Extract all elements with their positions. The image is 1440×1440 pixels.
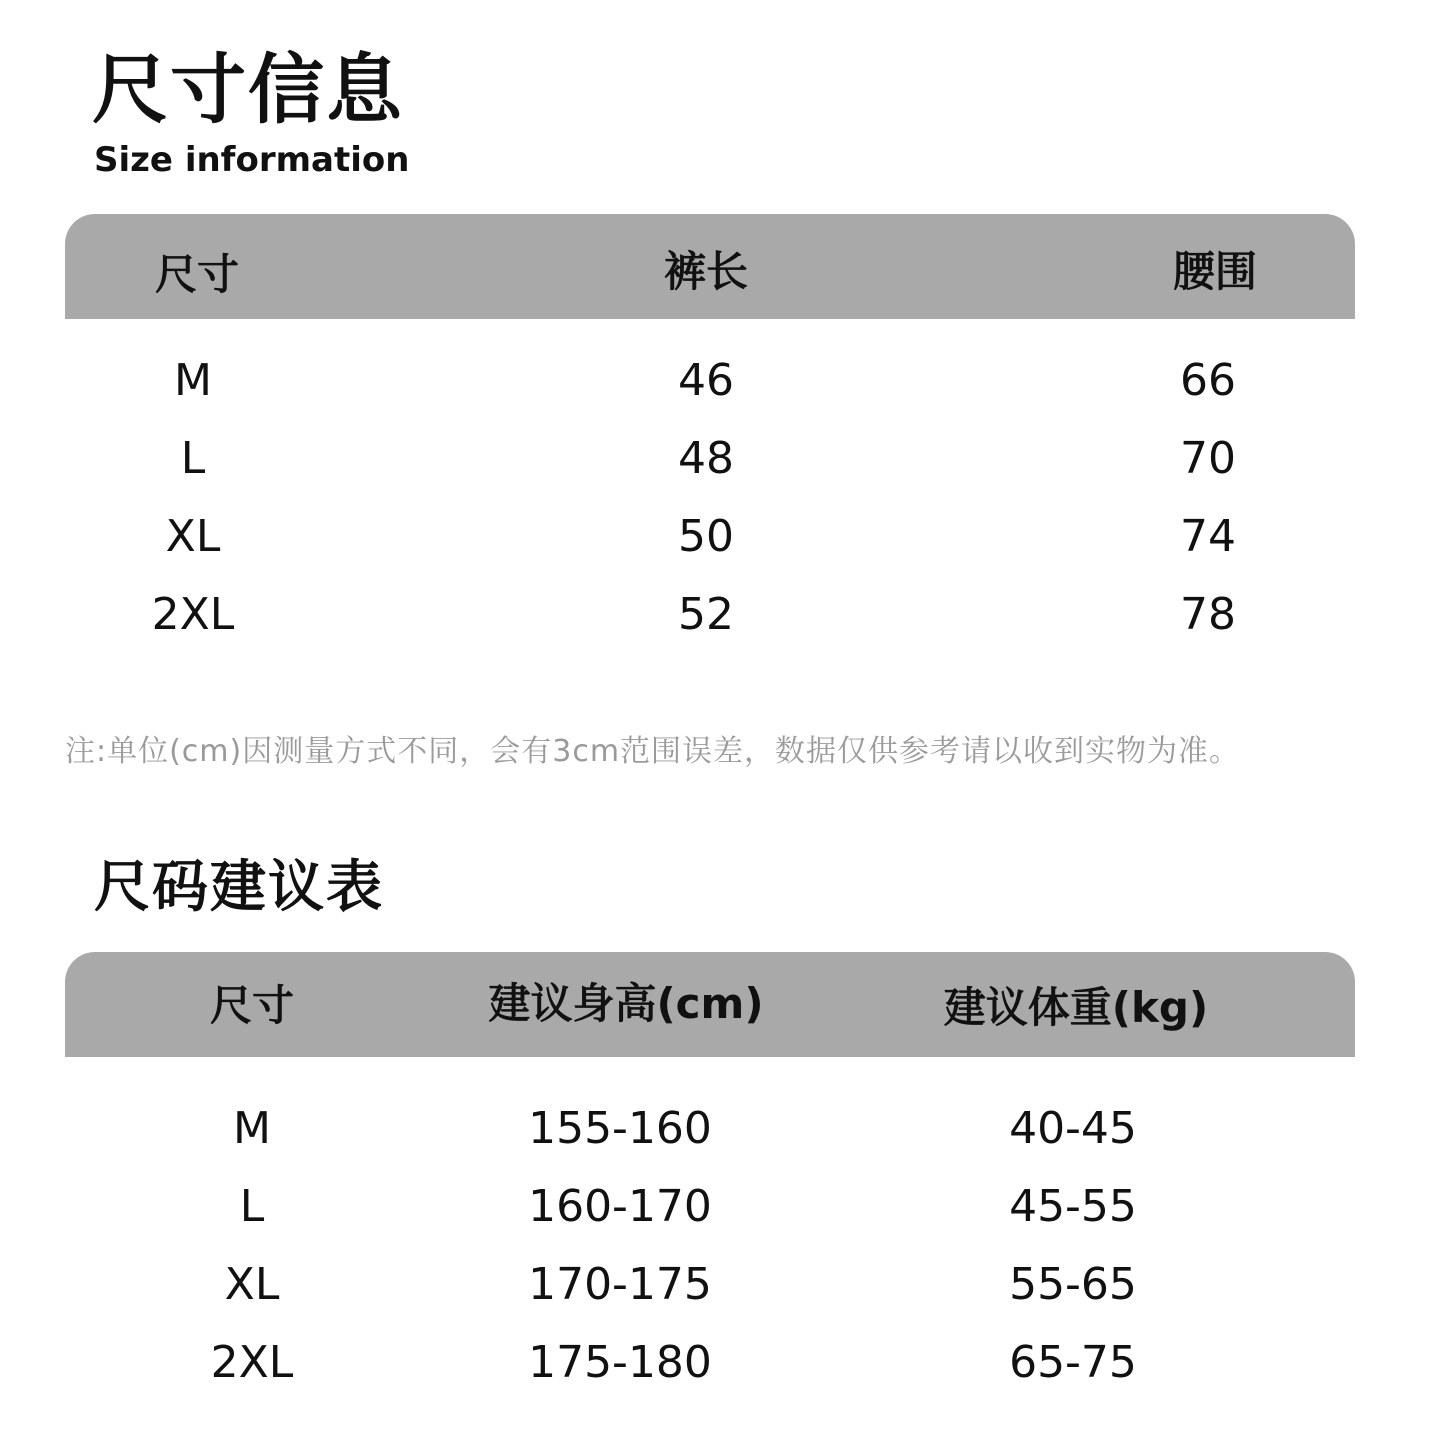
size-cell: L xyxy=(180,433,206,484)
height-cell: 170-175 xyxy=(528,1259,712,1310)
size-info-title: 尺寸信息 xyxy=(92,45,404,134)
height-cell: 175-180 xyxy=(528,1337,712,1388)
measurement-note: 注:单位(cm)因测量方式不同，会有3cm范围误差，数据仅供参考请以收到实物为准。 xyxy=(65,734,1241,769)
waist-cell: 74 xyxy=(1180,511,1236,562)
size-recommendation-title: 尺码建议表 xyxy=(94,855,384,920)
size-table-header-waist: 腰围 xyxy=(1172,247,1258,296)
recommendation-header-height: 建议身高(cm) xyxy=(488,979,764,1028)
size-cell: XL xyxy=(224,1259,280,1310)
size-cell: 2XL xyxy=(210,1337,294,1388)
size-table-header-length: 裤长 xyxy=(663,247,749,296)
recommendation-header-size: 尺寸 xyxy=(209,981,295,1030)
size-table-header-size: 尺寸 xyxy=(154,250,240,299)
size-cell: 2XL xyxy=(151,589,235,640)
length-cell: 50 xyxy=(678,511,734,562)
weight-cell: 55-65 xyxy=(1009,1259,1137,1310)
weight-cell: 40-45 xyxy=(1009,1103,1137,1154)
waist-cell: 78 xyxy=(1180,589,1236,640)
weight-cell: 45-55 xyxy=(1009,1181,1137,1232)
size-info-subtitle: Size information xyxy=(94,140,410,180)
recommendation-header-weight: 建议体重(kg) xyxy=(943,983,1209,1032)
height-cell: 160-170 xyxy=(528,1181,712,1232)
weight-cell: 65-75 xyxy=(1009,1337,1137,1388)
size-cell: M xyxy=(174,355,212,406)
length-cell: 52 xyxy=(678,589,734,640)
waist-cell: 66 xyxy=(1180,355,1236,406)
height-cell: 155-160 xyxy=(528,1103,712,1154)
length-cell: 46 xyxy=(678,355,734,406)
size-cell: L xyxy=(239,1181,265,1232)
size-cell: XL xyxy=(165,511,221,562)
waist-cell: 70 xyxy=(1180,433,1236,484)
size-cell: M xyxy=(233,1103,271,1154)
length-cell: 48 xyxy=(678,433,734,484)
